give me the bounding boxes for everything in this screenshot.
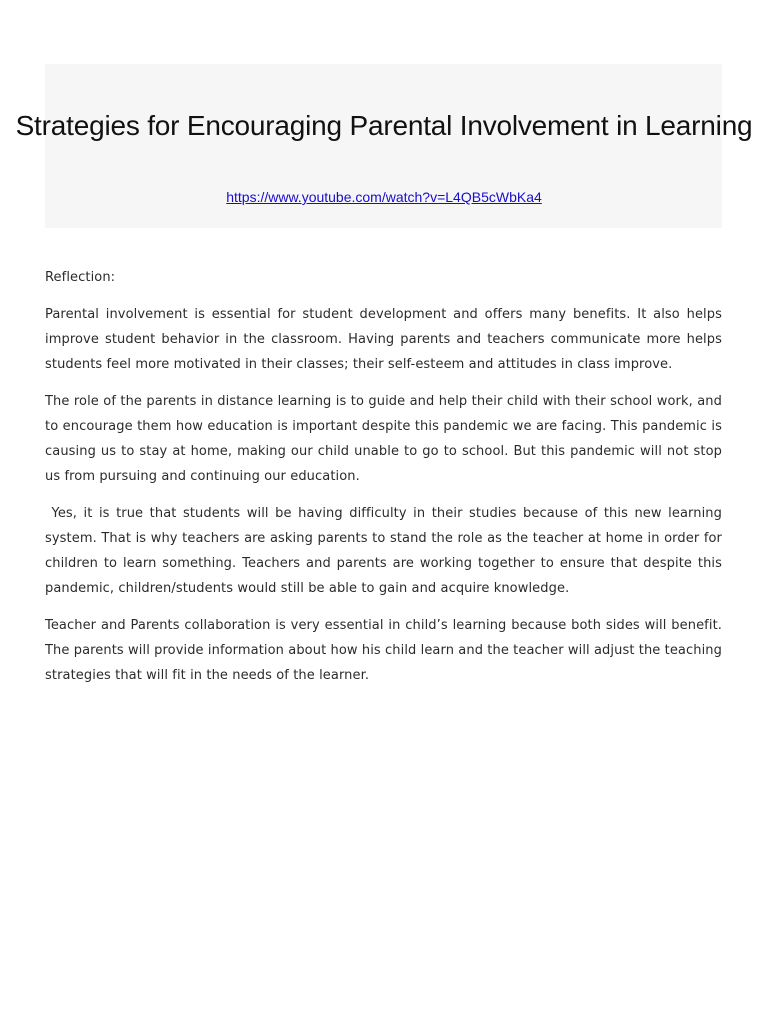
- video-link[interactable]: https://www.youtube.com/watch?v=L4QB5cWbKa4: [226, 189, 542, 205]
- document-body: [45, 265, 722, 700]
- page-title: Strategies for Encouraging Parental Involvement in Learning: [15, 110, 753, 141]
- paragraph-distance-learning-role: The role of the parents in distance learning is to guide and help their child with their school work, and to encourage them how education is important despite this pandemic we are facing. This pandemic is causing us to stay at home, making our child unable to go to school. But this pandemic will not stop us from pursuing and continuing our education.: [45, 394, 722, 484]
- paragraph-new-learning-system: Yes, it is true that students will be having difficulty in their studies because of this new learning system. That is why teachers are asking parents to stand the role as the teacher at home in order for children to learn something. Teachers and parents are working together to ensure that despite this pandemic, children/students would still be able to gain and acquire knowledge.: [45, 506, 722, 596]
- paragraph-parental-involvement: Parental involvement is essential for student development and offers many benefits. It also helps improve student behavior in the classroom. Having parents and teachers communicate more helps students feel more motivated in their classes; their self-esteem and attitudes in class improve.: [45, 307, 722, 372]
- paragraph-collaboration: Teacher and Parents collaboration is very essential in child’s learning because both sides will benefit. The parents will provide information about how his child learn and the teacher will adjust the teaching strategies that will fit in the needs of the learner.: [45, 618, 722, 683]
- reflection-label: Reflection:: [45, 270, 116, 285]
